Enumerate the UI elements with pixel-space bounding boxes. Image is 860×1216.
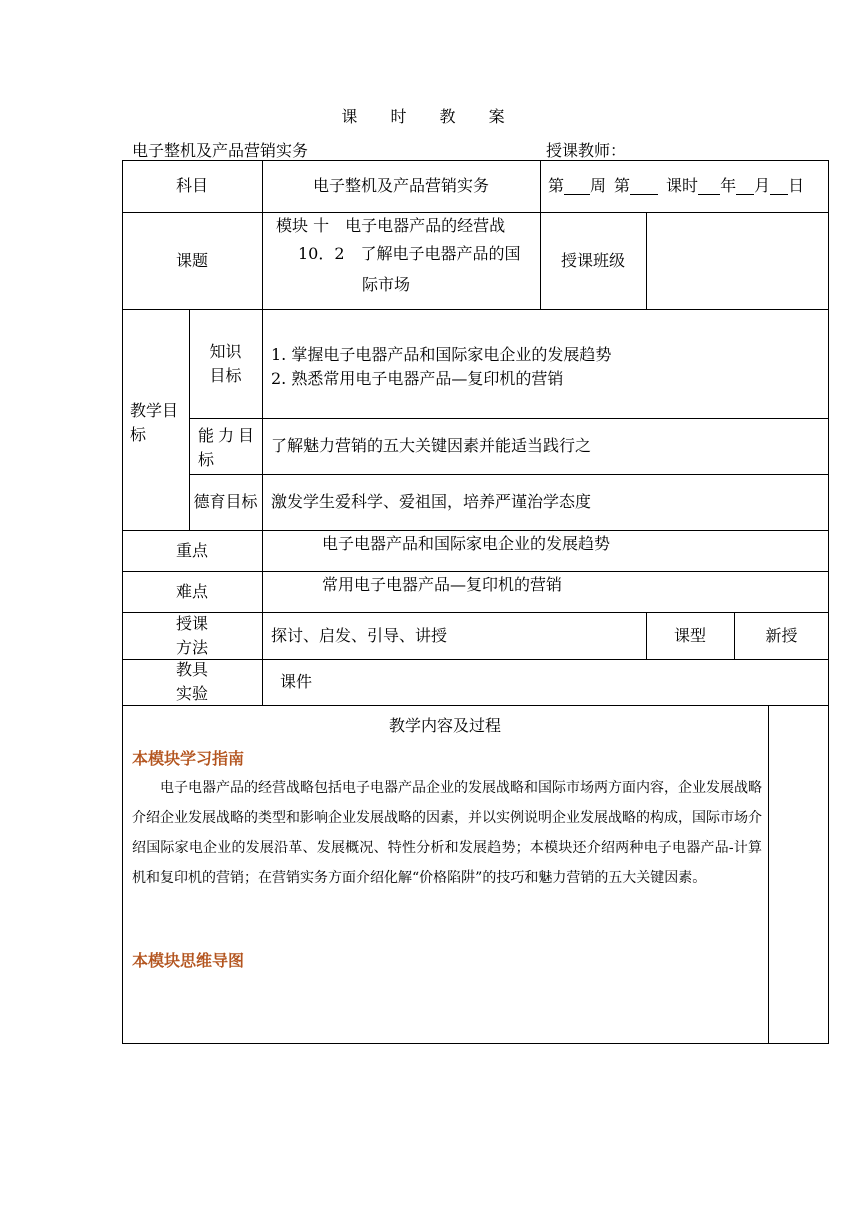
goals-label-cell bbox=[122, 309, 189, 530]
topic-line-1: 模块 十 电子电器产品的经营战 bbox=[276, 216, 506, 235]
year-blank[interactable] bbox=[698, 178, 720, 195]
goals-label: 教学目标 bbox=[130, 401, 179, 444]
month-label: 月 bbox=[754, 176, 771, 195]
type-value: 新授 bbox=[765, 625, 798, 645]
week-suffix: 周 bbox=[590, 176, 607, 195]
knowledge-item-1: 1. 掌握电子电器产品和国际家电企业的发展趋势 bbox=[271, 345, 612, 364]
lesson-blank[interactable] bbox=[630, 178, 658, 195]
difficult-value: 常用电子电器产品—复印机的营销 bbox=[322, 575, 563, 594]
month-blank[interactable] bbox=[736, 178, 754, 195]
mindmap-title: 本模块思维导图 bbox=[132, 951, 245, 970]
day-label: 日 bbox=[788, 176, 805, 195]
difficult-cell bbox=[262, 571, 829, 612]
course-name: 电子整机及产品营销实务 bbox=[132, 141, 309, 160]
difficult-label: 难点 bbox=[175, 581, 208, 601]
subject-label: 科目 bbox=[175, 176, 208, 195]
key-value: 电子电器产品和国际家电企业的发展趋势 bbox=[322, 534, 611, 553]
method-value: 探讨、启发、引导、讲授 bbox=[271, 625, 448, 645]
day-blank[interactable] bbox=[770, 178, 788, 195]
tools-label: 教具实验 bbox=[175, 660, 208, 703]
ability-label-cell bbox=[189, 418, 262, 474]
page-title: 课 时 教 案 bbox=[341, 107, 519, 126]
teacher-label: 授课教师： bbox=[546, 141, 627, 160]
ability-label: 能力目标 bbox=[198, 426, 259, 469]
week-prefix: 第 bbox=[548, 176, 565, 195]
knowledge-goals bbox=[262, 309, 829, 418]
knowledge-item-2: 2. 熟悉常用电子电器产品—复印机的营销 bbox=[271, 369, 564, 388]
subject-value: 电子整机及产品营销实务 bbox=[312, 176, 489, 195]
moral-value: 激发学生爱科学、爱祖国，培养严谨治学态度 bbox=[271, 492, 592, 511]
week-blank[interactable] bbox=[564, 178, 590, 195]
topic-label: 课题 bbox=[175, 250, 208, 270]
method-label: 授课方法 bbox=[175, 613, 208, 657]
moral-label: 德育目标 bbox=[193, 492, 258, 511]
knowledge-label: 知识目标 bbox=[209, 341, 242, 385]
key-cell bbox=[262, 530, 829, 571]
date-field bbox=[548, 160, 829, 212]
guide-title: 本模块学习指南 bbox=[132, 749, 245, 768]
lesson-suffix: 课时 bbox=[666, 176, 699, 195]
year-label: 年 bbox=[720, 176, 737, 195]
tools-value: 课件 bbox=[280, 672, 313, 691]
type-label: 课型 bbox=[673, 625, 706, 645]
ability-value: 了解魅力营销的五大关键因素并能适当践行之 bbox=[271, 436, 592, 455]
content-heading: 教学内容及过程 bbox=[388, 716, 501, 735]
class-label: 授课班级 bbox=[560, 250, 625, 270]
key-label: 重点 bbox=[175, 540, 208, 560]
lesson-prefix: 第 bbox=[614, 176, 631, 195]
topic-value bbox=[262, 212, 540, 309]
topic-line-2: 10．2 了解电子电器产品的国 bbox=[298, 244, 521, 263]
topic-line-3: 际市场 bbox=[362, 275, 411, 294]
guide-text: 电子电器产品的经营战略包括电子电器产品企业的发展战略和国际市场两方面内容，企业发展战略介绍企业发展战略的类型和影响企业发展战略的因素，并以实例说明企业发展战略的构成，国际市场介绍国际家电企业的发展沿革、发展概况、特性分析和发展趋势；本模块还介绍两种电子电器产品-计算机和复印机的营销；在营销实务方面介绍化解“价格陷阱”的技巧和魅力营销的五大关键因素。 bbox=[132, 780, 762, 886]
class-value[interactable] bbox=[646, 212, 829, 309]
